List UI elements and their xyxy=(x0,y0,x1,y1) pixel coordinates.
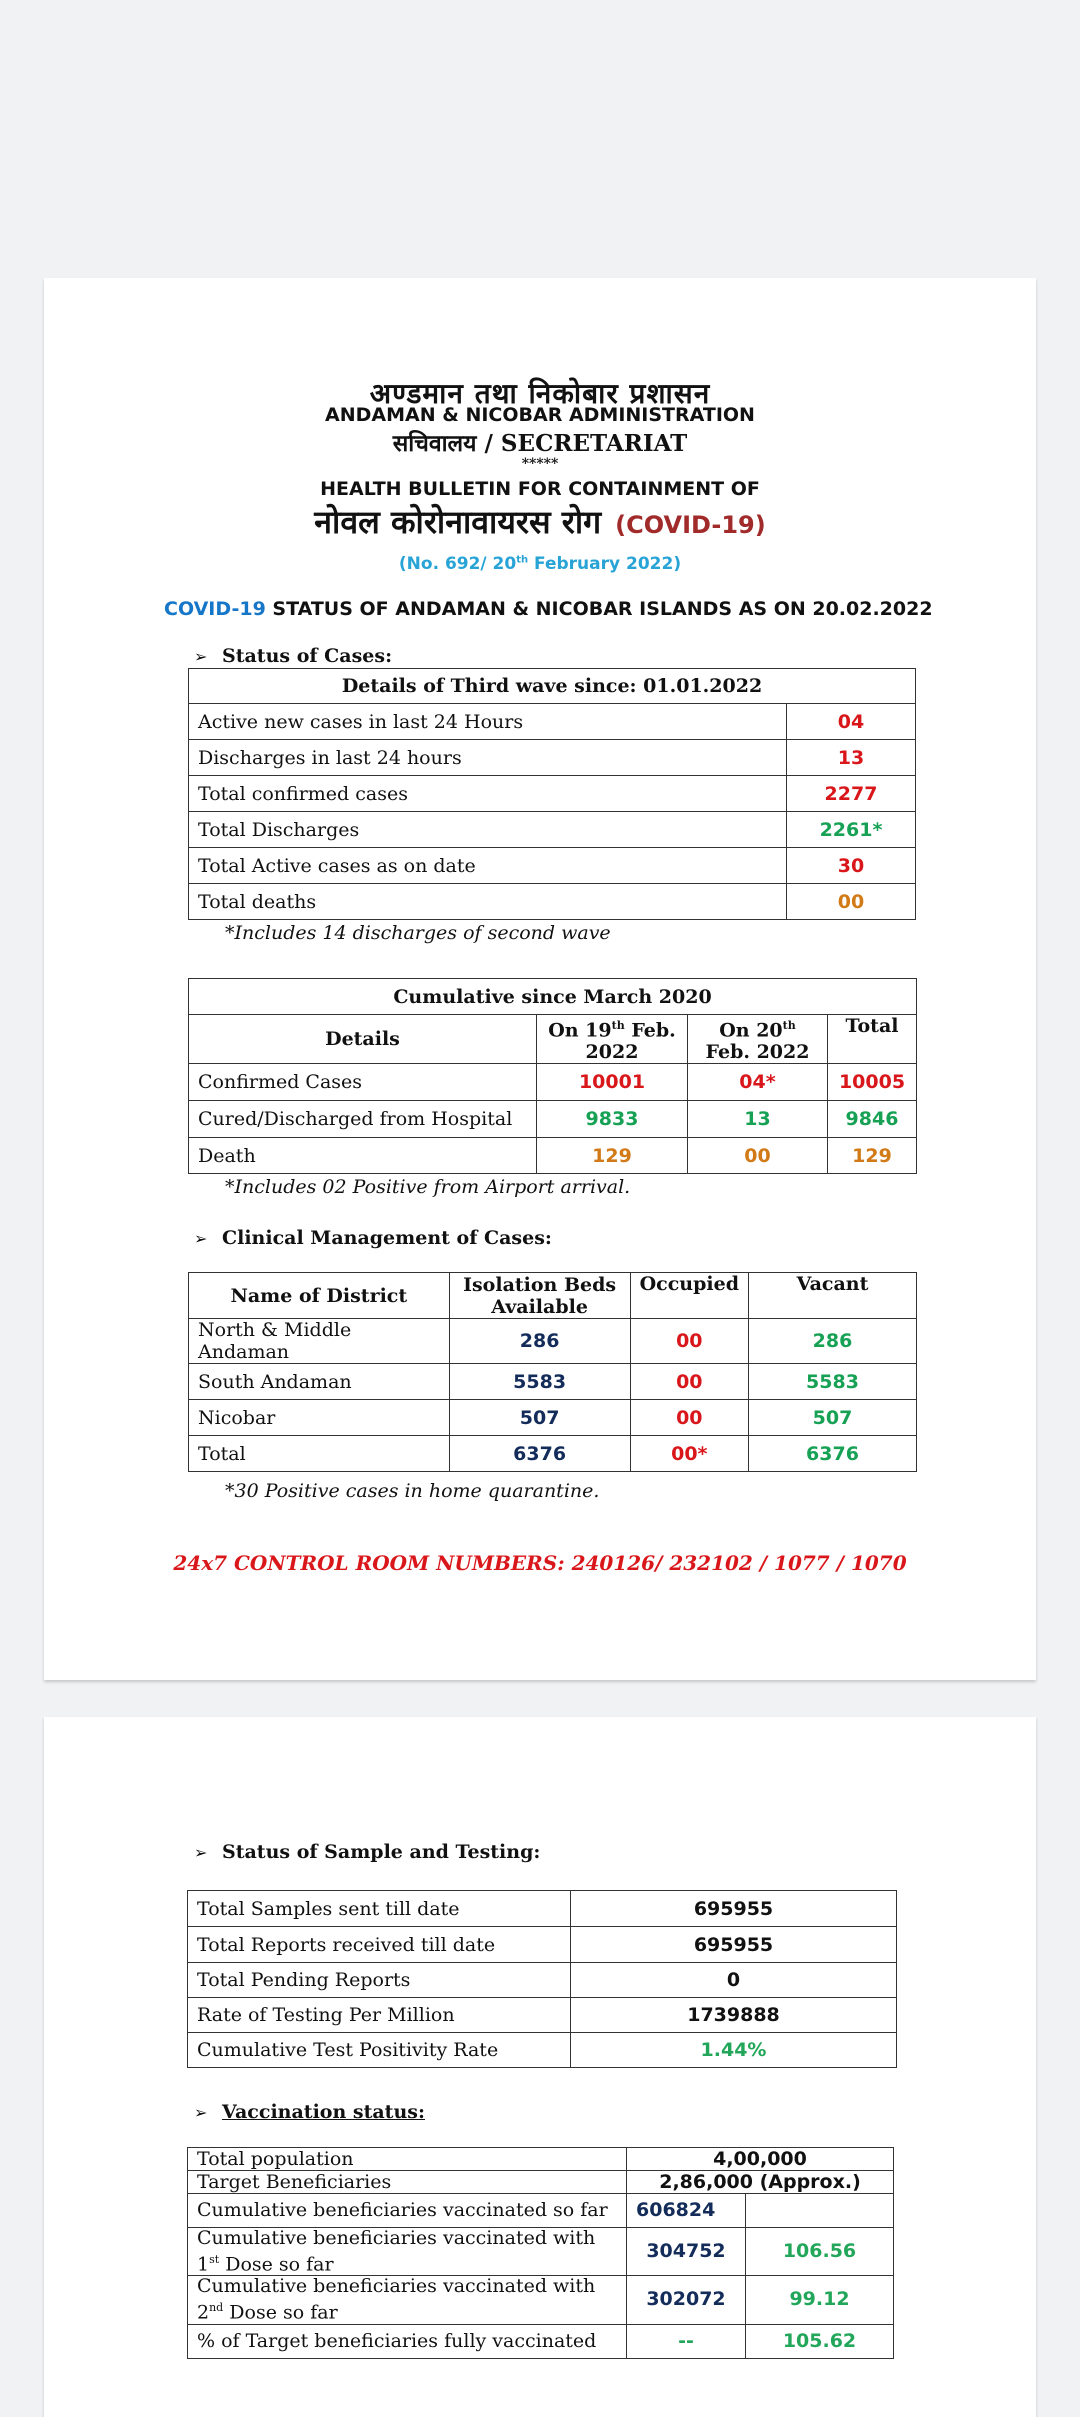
col-beds-b: Available xyxy=(491,1295,588,1318)
testing-heading-text: Status of Sample and Testing: xyxy=(222,1841,541,1863)
cum-row-19: 10001 xyxy=(537,1064,688,1101)
beds-occupied: 00 xyxy=(630,1319,748,1364)
cases-row-label: Discharges in last 24 hours xyxy=(189,740,787,776)
third-wave-note: *Includes 14 discharges of second wave xyxy=(225,922,611,944)
cases-row-value: 2261* xyxy=(787,812,916,848)
clinical-heading-text: Clinical Management of Cases: xyxy=(222,1227,552,1249)
fully-vaccinated-label: % of Target beneficiaries fully vaccinated xyxy=(188,2324,627,2358)
hindi-disease: नोवल कोरोनावायरस रोग xyxy=(314,503,602,541)
district-name: North & Middle Andaman xyxy=(189,1319,450,1364)
hindi-admin-title: अण्डमान तथा निकोबार प्रशासन xyxy=(369,377,711,410)
cases-row-value: 00 xyxy=(787,884,916,920)
dose1-label-sup: st xyxy=(209,2253,220,2266)
testing-row-label: Total Reports received till date xyxy=(188,1927,571,1963)
district-name: Total xyxy=(189,1436,450,1472)
dose2-label-sup: nd xyxy=(209,2301,224,2315)
cumulative-vaccinated-label: Cumulative beneficiaries vaccinated so far xyxy=(188,2194,627,2228)
beds-vacant: 6376 xyxy=(749,1436,917,1472)
fully-vaccinated-pct: 105.62 xyxy=(746,2324,894,2358)
covid-tag: (COVID-19) xyxy=(615,511,766,539)
cum-row-total: 129 xyxy=(828,1138,917,1174)
cases-row-value: 13 xyxy=(787,740,916,776)
vaccination-heading-text: Vaccination status: xyxy=(222,2101,425,2123)
cumulative-table xyxy=(188,978,917,1174)
col-19-sup: th xyxy=(611,1019,625,1032)
col-20-c: Feb. 2022 xyxy=(705,1041,810,1064)
col-20-a: On 20 xyxy=(719,1019,783,1042)
dose2-label xyxy=(188,2276,627,2324)
cases-row-label: Total Active cases as on date xyxy=(189,848,787,884)
dose2-label-a: Cumulative beneficiaries vaccinated with xyxy=(197,2275,596,2298)
testing-row-value: 1.44% xyxy=(571,2033,897,2068)
beds-available: 6376 xyxy=(449,1436,630,1472)
beds-vacant: 286 xyxy=(749,1319,917,1364)
cumulative-vaccinated-value: 606824 xyxy=(627,2194,746,2228)
arrow-bullet-icon: ➢ xyxy=(194,2103,208,2122)
cumulative-note: *Includes 02 Positive from Airport arrival. xyxy=(225,1176,631,1198)
cases-row-value: 30 xyxy=(787,848,916,884)
bulletin-no-prefix: (No. 692/ 20 xyxy=(398,554,517,574)
bulletin-number xyxy=(44,554,1036,574)
dose1-label-b: 1 xyxy=(197,2253,210,2276)
total-population-value: 4,00,000 xyxy=(627,2148,894,2171)
arrow-bullet-icon: ➢ xyxy=(194,1843,208,1862)
dose2-pct: 99.12 xyxy=(746,2276,894,2324)
col-beds-a: Isolation Beds xyxy=(463,1273,617,1296)
third-wave-title: Details of Third wave since: 01.01.2022 xyxy=(189,669,916,704)
total-population-label: Total population xyxy=(188,2148,627,2171)
vaccination-table xyxy=(187,2147,894,2359)
admin-title: ANDAMAN & NICOBAR ADMINISTRATION xyxy=(325,404,755,426)
dose1-label-a: Cumulative beneficiaries vaccinated with xyxy=(197,2227,596,2249)
cases-row-label: Active new cases in last 24 Hours xyxy=(189,704,787,740)
fully-vaccinated-value: -- xyxy=(627,2324,746,2358)
beds-vacant: 507 xyxy=(749,1400,917,1436)
bulletin-no-suffix: February 2022) xyxy=(528,554,682,574)
dose1-value: 304752 xyxy=(627,2228,746,2276)
cases-row-label: Total Discharges xyxy=(189,812,787,848)
col-19-feb xyxy=(537,1015,688,1064)
col-details: Details xyxy=(189,1015,537,1064)
hindi-secretariat: सचिवालय xyxy=(392,430,477,457)
beds-available: 507 xyxy=(449,1400,630,1436)
status-title xyxy=(164,598,933,620)
status-rest: STATUS OF ANDAMAN & NICOBAR ISLANDS AS ON 20.02.2022 xyxy=(265,598,933,620)
cum-row-19: 9833 xyxy=(537,1101,688,1138)
testing-row-value: 695955 xyxy=(571,1927,897,1963)
disease-title xyxy=(44,500,1036,543)
secretariat-title: सचिवालय / SECRETARIAT xyxy=(392,430,688,457)
col-isolation-beds xyxy=(449,1273,630,1319)
col-total: Total xyxy=(828,1015,917,1064)
col-district: Name of District xyxy=(189,1273,450,1319)
testing-row-label: Total Samples sent till date xyxy=(188,1891,571,1927)
status-cases-heading-text: Status of Cases: xyxy=(222,645,393,667)
district-name: Nicobar xyxy=(189,1400,450,1436)
secretariat: SECRETARIAT xyxy=(500,430,688,457)
status-cases-heading xyxy=(194,645,392,667)
bulletin-no-sup: th xyxy=(516,554,529,566)
testing-row-value: 695955 xyxy=(571,1891,897,1927)
document-page-1 xyxy=(44,278,1036,1680)
target-value: 2,86,000 (Approx.) xyxy=(627,2171,894,2194)
dose1-label xyxy=(188,2228,627,2276)
target-label: Target Beneficiaries xyxy=(188,2171,627,2194)
cumulative-vaccinated-pct xyxy=(746,2194,894,2228)
cum-row-total: 9846 xyxy=(828,1101,917,1138)
vaccination-heading xyxy=(194,2101,425,2123)
dose2-value: 302072 xyxy=(627,2276,746,2324)
col-19-a: On 19 xyxy=(548,1019,612,1042)
cum-row-20: 04* xyxy=(688,1064,828,1101)
control-room-numbers: 24x7 CONTROL ROOM NUMBERS: 240126/ 232102 / 1077 / 1070 xyxy=(173,1551,907,1575)
col-20-sup: th xyxy=(782,1019,796,1032)
cum-row-20: 00 xyxy=(688,1138,828,1174)
testing-row-value: 0 xyxy=(571,1963,897,1998)
status-cases-table xyxy=(188,668,916,920)
clinical-heading xyxy=(194,1227,552,1249)
bulletin-title: HEALTH BULLETIN FOR CONTAINMENT OF xyxy=(320,478,760,500)
cases-row-label: Total deaths xyxy=(189,884,787,920)
dose1-label-c: Dose so far xyxy=(219,2253,334,2276)
clinical-note: *30 Positive cases in home quarantine. xyxy=(225,1480,600,1502)
testing-heading xyxy=(194,1841,540,1863)
beds-available: 5583 xyxy=(449,1364,630,1400)
cases-row-label: Total confirmed cases xyxy=(189,776,787,812)
status-covid: COVID-19 xyxy=(164,598,266,620)
col-vacant: Vacant xyxy=(749,1273,917,1319)
testing-table xyxy=(187,1890,897,2068)
dose2-label-b: 2 xyxy=(197,2301,210,2324)
stars-divider: ***** xyxy=(521,456,559,472)
testing-row-label: Cumulative Test Positivity Rate xyxy=(188,2033,571,2068)
beds-occupied: 00 xyxy=(630,1364,748,1400)
cum-row-label: Death xyxy=(189,1138,537,1174)
beds-vacant: 5583 xyxy=(749,1364,917,1400)
col-20-feb xyxy=(688,1015,828,1064)
beds-occupied: 00 xyxy=(630,1400,748,1436)
arrow-bullet-icon: ➢ xyxy=(194,647,208,666)
cum-row-20: 13 xyxy=(688,1101,828,1138)
document-page-2 xyxy=(44,1717,1036,2417)
cases-row-value: 2277 xyxy=(787,776,916,812)
testing-row-label: Rate of Testing Per Million xyxy=(188,1998,571,2033)
cum-row-label: Cured/Discharged from Hospital xyxy=(189,1101,537,1138)
col-occupied: Occupied xyxy=(630,1273,748,1319)
arrow-bullet-icon: ➢ xyxy=(194,1229,208,1248)
dose1-pct: 106.56 xyxy=(746,2228,894,2276)
testing-row-label: Total Pending Reports xyxy=(188,1963,571,1998)
col-19-b: Feb. xyxy=(624,1019,676,1042)
clinical-table xyxy=(188,1272,917,1472)
beds-available: 286 xyxy=(449,1319,630,1364)
district-name: South Andaman xyxy=(189,1364,450,1400)
beds-occupied: 00* xyxy=(630,1436,748,1472)
cum-row-label: Confirmed Cases xyxy=(189,1064,537,1101)
col-19-c: 2022 xyxy=(585,1041,639,1064)
cum-row-19: 129 xyxy=(537,1138,688,1174)
cum-row-total: 10005 xyxy=(828,1064,917,1101)
dose2-label-c: Dose so far xyxy=(223,2301,338,2324)
cases-row-value: 04 xyxy=(787,704,916,740)
cumulative-title: Cumulative since March 2020 xyxy=(189,979,917,1015)
testing-row-value: 1739888 xyxy=(571,1998,897,2033)
